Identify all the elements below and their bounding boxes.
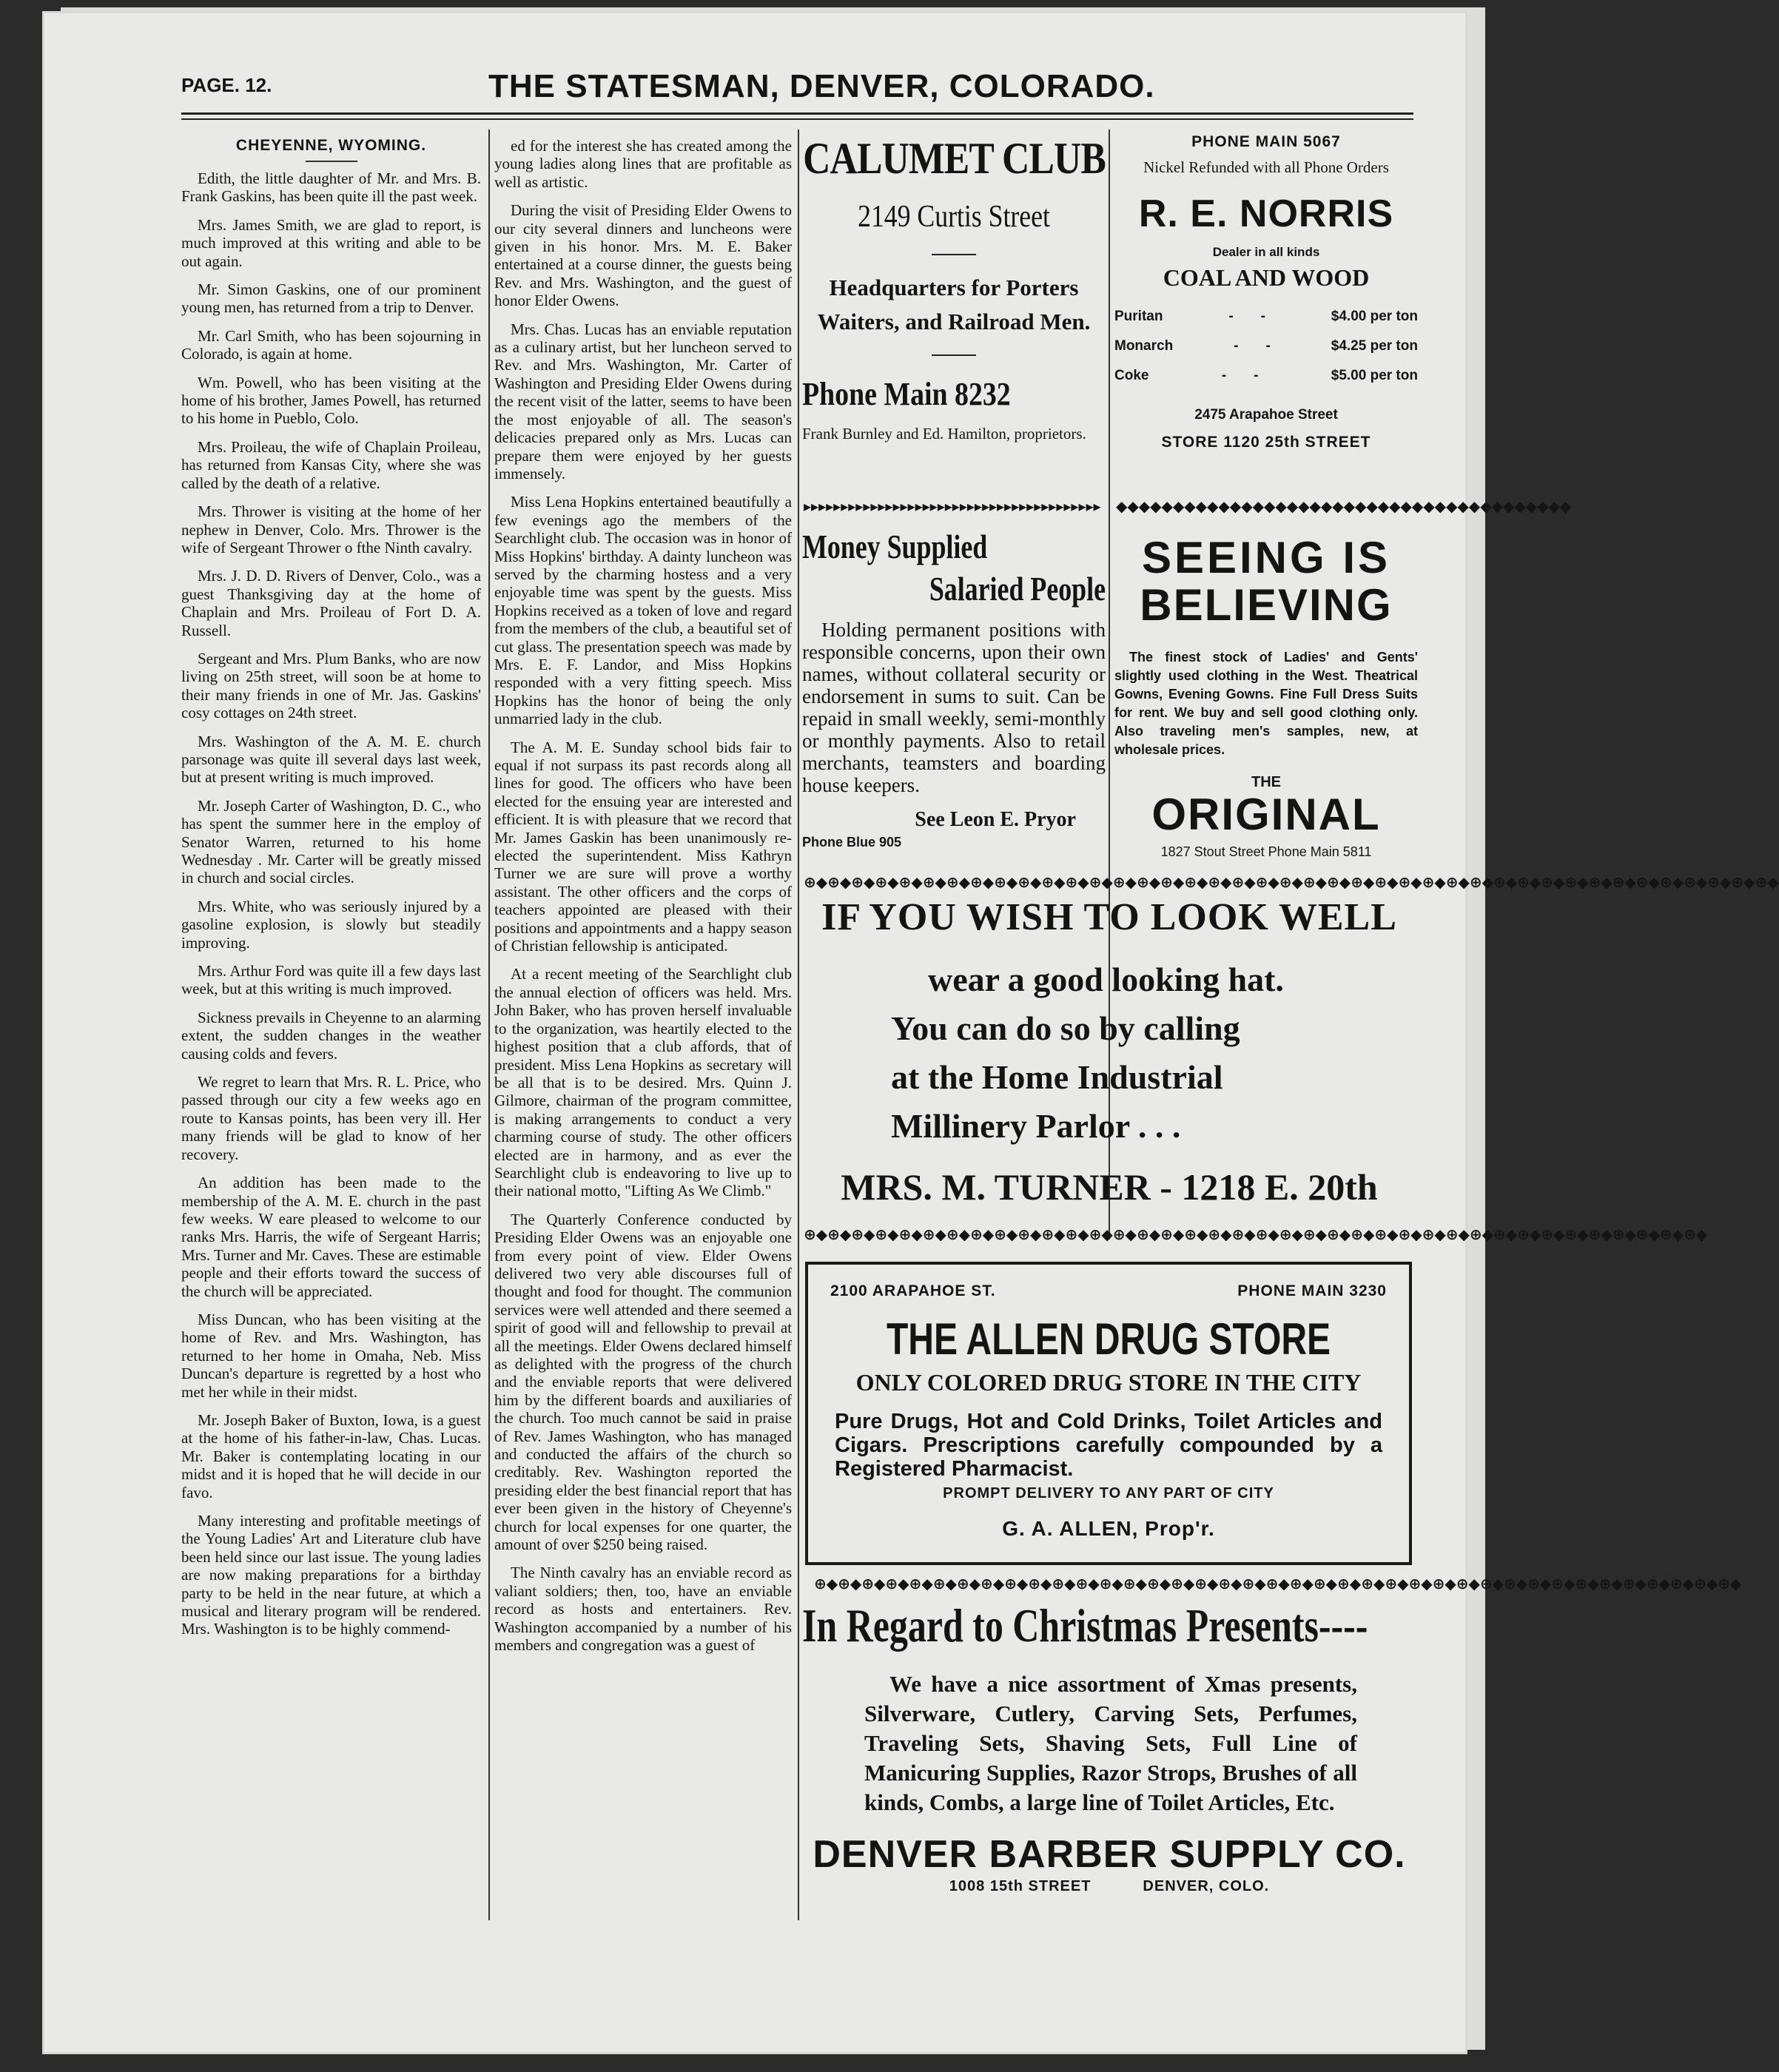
news-paragraph: Mr. Joseph Carter of Washington, D. C., who has spent the summer here in the employ of Senator Warren, returned to his home Wednesday . Mr. Carter will be greatly missed in church and social circles. <box>181 796 481 887</box>
news-paragraph: Mrs. Proileau, the wife of Chaplain Proileau, has returned from Kansas City, where she was called by the death of a relative. <box>181 437 481 492</box>
news-column-2 <box>494 137 792 1665</box>
news-column-1 <box>181 137 481 1649</box>
norris-price-item: Coke <box>1114 368 1149 383</box>
seeing-title-1: SEEING IS <box>1141 533 1391 582</box>
seeing-title-2: BELIEVING <box>1140 580 1393 630</box>
money-title-2: Salaried People <box>929 570 1106 608</box>
hat-line-4: Millinery Parlor . . . <box>891 1107 1181 1145</box>
news-paragraph: Mr. Joseph Baker of Buxton, Iowa, is a guest at the home of his father-in-law, Chas. Lucas. Mr. Baker is contemplating locating in our midst and it is hoped that he will decide in our favo. <box>181 1410 481 1501</box>
news-paragraph: We regret to learn that Mrs. R. L. Price, who passed through our city a few weeks ago en route to Kansas points, has been very ill. Her many friends will be glad to know of her recovery. <box>181 1073 481 1163</box>
norris-address: 2475 Arapahoe Street <box>1194 407 1338 423</box>
seeing-body: The finest stock of Ladies' and Gents' slightly used clothing in the West. Theatrical Gowns, Evening Gowns. Fine Full Dress Suits for rent. We buy and sell good clothing only. Also traveling men's samples, new, at wholesale prices. <box>1114 650 1418 757</box>
ad-calumet-club <box>802 133 1106 503</box>
column-1-paragraphs <box>181 169 481 1638</box>
barber-supply-city: DENVER, COLO. <box>1143 1878 1270 1894</box>
news-paragraph: Mr. Simon Gaskins, one of our prominent young men, has returned from a trip to Denver. <box>181 280 481 317</box>
barber-supply-name: DENVER BARBER SUPPLY CO. <box>813 1833 1406 1876</box>
barber-supply-street: 1008 15th STREET <box>949 1878 1092 1894</box>
ad-denver-barber-supply <box>802 1598 1416 1931</box>
norris-price-row <box>1114 302 1418 332</box>
hat-line-3: at the Home Industrial <box>891 1058 1223 1096</box>
news-paragraph: Mr. Carl Smith, who has been sojourning in Colorado, is again at home. <box>181 326 481 363</box>
calumet-tagline-2: Waiters, and Railroad Men. <box>817 309 1091 334</box>
norris-price-value: $4.25 per ton <box>1331 338 1418 354</box>
ornament-border-norris: ◆◆◆◆◆◆◆◆◆◆◆◆◆◆◆◆◆◆◆◆◆◆◆◆◆◆◆◆◆◆◆◆◆◆◆◆◆◆◆◆ <box>1116 497 1572 515</box>
ad-allen-drug-store <box>805 1262 1412 1565</box>
news-paragraph: Mrs. James Smith, we are glad to report, is much improved at this writing and able to be out again. <box>181 215 481 270</box>
norris-price-dashes: - - <box>1228 309 1265 324</box>
calumet-phone: Phone Main 8232 <box>802 376 1011 412</box>
column-divider-2 <box>798 130 799 1920</box>
drug-proprietor: G. A. ALLEN, Prop'r. <box>1002 1517 1215 1540</box>
christmas-body: We have a nice assortment of Xmas presents, Silverware, Cutlery, Carving Sets, Perfumes, Traveling Sets, Shaving Sets, Full Line of Manicuring Supplies, Razor Strops, Brushes of all kinds, Combs, a large line of Toilet Articles, Etc. <box>864 1671 1357 1815</box>
news-paragraph: During the visit of Presiding Elder Owens to our city several dinners and luncheons were given in his honor. Mrs. M. E. Baker entertained at a course dinner, the guests being Rev. and Mrs. Washington, and the guest of honor Elder Owens. <box>494 201 792 310</box>
header-rule-bottom <box>181 118 1413 120</box>
calumet-proprietors: Frank Burnley and Ed. Hamilton, proprietors. <box>802 425 1086 443</box>
page-number: PAGE. 12. <box>181 74 272 96</box>
news-paragraph: Mrs. White, who was seriously injured by a gasoline explosion, is slowly but steadily improving. <box>181 897 481 952</box>
news-paragraph: Mrs. Washington of the A. M. E. church parsonage was quite ill several days last week, but at present writing is much improved. <box>181 732 481 787</box>
calumet-name: CALUMET CLUB <box>803 134 1106 183</box>
norris-store: STORE 1120 25th STREET <box>1161 434 1371 451</box>
hat-line-1: wear a good looking hat. <box>928 961 1284 998</box>
calumet-tagline-1: Headquarters for Porters <box>829 275 1079 300</box>
norris-phone: PHONE MAIN 5067 <box>1191 133 1341 150</box>
news-paragraph: Mrs. Chas. Lucas has an enviable reputation as a culinary artist, but her luncheon served to Rev. and Mrs. Washington, Mr. Carter of Washington and Presiding Elder Owens during the recent visit of the latter, seems to have been the most enjoyable of all. The season's delicacies prepared only as Mrs. Lucas can prepare them were enjoyed by her guests immensely. <box>494 320 792 482</box>
heading-dash <box>306 161 357 162</box>
calumet-address: 2149 Curtis Street <box>858 200 1050 234</box>
christmas-title: In Regard to Christmas Presents---- <box>802 1599 1368 1652</box>
section-heading: CHEYENNE, WYOMING. <box>235 137 427 154</box>
drug-body: Pure Drugs, Hot and Cold Drinks, Toilet Articles and Cigars. Prescriptions carefully compounded by a Registered Pharmacist. <box>835 1410 1382 1481</box>
drug-address: 2100 ARAPAHOE ST. <box>830 1282 996 1299</box>
norris-nickel-note: Nickel Refunded with all Phone Orders <box>1143 158 1389 176</box>
news-paragraph: ed for the interest she has created among the young ladies along lines that are profitable as well as artistic. <box>494 137 792 191</box>
header-rule-top <box>181 112 1413 115</box>
news-paragraph: The Quarterly Conference conducted by Presiding Elder Owens was an enjoyable one from every point of view. Elder Owens delivered two very able discourses full of thought and food for thought. The communion services were well attended and there seemed a spirit of good will and fellowship to prevail at all the meetings. Elder Owens declared himself as delighted with the progress of the church and the enviable reports that were delivered him by the different boards and auxiliaries of the church. Too much cannot be said in praise of Rev. James Washington, who has managed and conducted the affairs of the church so creditably. Rev. Washington reported the presiding elder the best financial report that has ever been given in the history of Cheyenne's church for local expenses for one quarter, the amount of over $250 being raised. <box>494 1210 792 1554</box>
drug-contact-row <box>830 1282 1387 1300</box>
norris-price-item: Puritan <box>1114 309 1163 324</box>
drug-phone: PHONE MAIN 3230 <box>1237 1282 1387 1299</box>
barber-supply-address-row <box>802 1878 1416 1895</box>
norris-dealer: Dealer in all kinds <box>1212 245 1320 259</box>
news-paragraph: The A. M. E. Sunday school bids fair to equal if not surpass its past records along all lines for good. The officers who have been elected for the ensuing year are interested and efficient. It is with pleasure that we record that Mr. James Gaskin has been unanimously re-elected the superintendent. Miss Kathryn Turner we are sure will prove a worthy assistant. The other officers and the corps of teachers appointed are pleased with their positions and appointments and a happy season of Christian fellowship is anticipated. <box>494 738 792 955</box>
norris-price-list <box>1114 302 1418 391</box>
seeing-address: 1827 Stout Street Phone Main 5811 <box>1160 844 1372 859</box>
news-paragraph: Miss Duncan, who has been visiting at the home of Rev. and Mrs. Washington, has returned to her home in Omaha, Neb. Miss Duncan's departure is regretted by a host who met her while in their midst. <box>181 1310 481 1401</box>
news-paragraph: Edith, the little daughter of Mr. and Mrs. B. Frank Gaskins, has been quite ill the past week. <box>181 169 481 206</box>
drug-delivery: PROMPT DELIVERY TO ANY PART OF CITY <box>943 1485 1274 1501</box>
norris-price-value: $5.00 per ton <box>1331 368 1418 383</box>
news-paragraph: Miss Lena Hopkins entertained beautifully a few evenings ago the members of the Searchlight club. The occasion was in honor of Miss Hopkins' birthday. A dainty luncheon was served by the charming hostess and a very enjoyable time was spent by the guests. Miss Hopkins received as a token of love and regard from the members of the club, a beautiful set of cut glass. The presentation speech was made by Mrs. E. F. Landor, and Miss Hopkins responded with a very fitting speech. Miss Hopkins has the honor of being the only unmarried lady in the club. <box>494 493 792 728</box>
drug-store-name: THE ALLEN DRUG STORE <box>886 1314 1331 1364</box>
norris-price-row <box>1114 361 1418 391</box>
ornament-border-hat-bottom: ⊕◆⊕◆⊕◆⊕◆⊕◆⊕◆⊕◆⊕◆⊕◆⊕◆⊕◆⊕◆⊕◆⊕◆⊕◆⊕◆⊕◆⊕◆⊕◆⊕◆⊕◆⊕◆⊕◆⊕◆⊕◆⊕◆⊕◆⊕◆⊕◆⊕◆⊕◆⊕◆⊕◆⊕◆⊕◆⊕◆⊕◆⊕◆ <box>804 1225 1708 1243</box>
norris-price-dashes: - - <box>1221 368 1259 383</box>
ad-money-supplied <box>802 527 1106 852</box>
ornament-border-calumet: ▸▸▸▸▸▸▸▸▸▸▸▸▸▸▸▸▸▸▸▸▸▸▸▸▸▸▸▸▸▸▸▸▸▸▸▸▸▸▸▸ <box>804 497 1101 515</box>
masthead-title: THE STATESMAN, DENVER, COLORADO. <box>488 68 1155 104</box>
ad-millinery <box>802 895 1416 1221</box>
money-phone: Phone Blue 905 <box>802 835 902 850</box>
norris-product: COAL AND WOOD <box>1163 264 1370 291</box>
news-paragraph: The Ninth cavalry has an enviable record as valiant soldiers; then, too, have an enviable record as hosts and entertainers. Rev. Washington accompanied by a number of his members and congregation was a guest of <box>494 1564 792 1655</box>
ornament-border-christmas: ⊕◆⊕◆⊕◆⊕◆⊕◆⊕◆⊕◆⊕◆⊕◆⊕◆⊕◆⊕◆⊕◆⊕◆⊕◆⊕◆⊕◆⊕◆⊕◆⊕◆⊕◆⊕◆⊕◆⊕◆⊕◆⊕◆⊕◆⊕◆⊕◆⊕◆⊕◆⊕◆⊕◆⊕◆⊕◆⊕◆⊕◆⊕◆⊕◆ <box>814 1575 1742 1592</box>
norris-price-row <box>1114 332 1418 361</box>
norris-price-value: $4.00 per ton <box>1331 309 1418 324</box>
news-paragraph: Mrs. Arthur Ford was quite ill a few days last week, but at this writing is much improved. <box>181 962 481 998</box>
money-body: Holding permanent positions with responsible concerns, upon their own names, without collateral security or endorsement in sums to suit. Can be repaid in small weekly, semi-monthly or monthly payments. Also to retail merchants, teamsters and boarding house keepers. <box>802 619 1106 796</box>
seeing-the: THE <box>1251 774 1281 790</box>
norris-price-item: Monarch <box>1114 338 1174 354</box>
calumet-dash-2 <box>932 354 976 356</box>
money-title-1: Money Supplied <box>802 528 988 565</box>
news-paragraph: Wm. Powell, who has been visiting at the home of his brother, James Powell, has returned to his home in Pueblo, Colo. <box>181 373 481 428</box>
drug-subtitle: ONLY COLORED DRUG STORE IN THE CITY <box>855 1369 1362 1396</box>
ornament-border-hat-top: ⊕◆⊕◆⊕◆⊕◆⊕◆⊕◆⊕◆⊕◆⊕◆⊕◆⊕◆⊕◆⊕◆⊕◆⊕◆⊕◆⊕◆⊕◆⊕◆⊕◆⊕◆⊕◆⊕◆⊕◆⊕◆⊕◆⊕◆⊕◆⊕◆⊕◆⊕◆⊕◆⊕◆⊕◆⊕◆⊕◆⊕◆⊕◆⊕◆⊕◆⊕◆ <box>804 873 1779 891</box>
hat-line-2: You can do so by calling <box>891 1009 1240 1047</box>
news-paragraph: Sergeant and Mrs. Plum Banks, who are now living on 25th street, will soon be at home to their many friends in one of Mr. Jas. Gaskins' cosy cottages on 24th street. <box>181 649 481 722</box>
hat-title: IF YOU WISH TO LOOK WELL <box>821 896 1397 938</box>
news-paragraph: Mrs. Thrower is visiting at the home of her nephew in Denver, Colo. Mrs. Thrower is the wife of Sergeant Thrower o fthe Ninth cavalry. <box>181 502 481 556</box>
news-paragraph: Mrs. J. D. D. Rivers of Denver, Colo., was a guest Thanksgiving day at the home of Chaplain and Mrs. Proileau of Fort D. A. Russell. <box>181 567 481 639</box>
ad-seeing-believing <box>1114 534 1418 867</box>
news-paragraph: Sickness prevails in Cheyenne to an alarming extent, the sudden changes in the weather causing colds and fevers. <box>181 1008 481 1063</box>
money-contact: See Leon E. Pryor <box>915 808 1076 831</box>
norris-name: R. E. NORRIS <box>1138 192 1394 235</box>
column-2-paragraphs <box>494 137 792 1655</box>
news-paragraph: Many interesting and profitable meetings of the Young Ladies' Art and Literature club have been held since our last issue. The young ladies are now making preparations for a birthday party to be held in the near future, at which a musical and literary program will be rendered. Mrs. Washington is to be highly commend- <box>181 1512 481 1638</box>
ad-norris-coal <box>1114 133 1418 496</box>
seeing-name: ORIGINAL <box>1151 790 1381 839</box>
norris-price-dashes: - - <box>1234 338 1271 354</box>
hat-footer: MRS. M. TURNER - 1218 E. 20th <box>841 1166 1378 1208</box>
news-paragraph: An addition has been made to the membership of the A. M. E. church in the past few weeks. W eare pleased to welcome to our ranks Mrs. Harris, the wife of Sergeant Harris; Mrs. Turner and Mr. Caves. These are estimable people and their efforts toward the success of the church will be appreciated. <box>181 1174 481 1300</box>
column-divider-1 <box>488 130 490 1920</box>
news-paragraph: At a recent meeting of the Searchlight club the annual election of officers was held. Mrs. John Baker, who has proven herself invaluable to the organization, was heartily elected to the highest position that a club affords, that of president. Miss Lena Hopkins as secretary will be all that is to be desired. Mrs. Quinn J. Gilmore, chairman of the program committee, is making arrangements to conduct a very charming course of study. The other officers elected are in harmony, and as ever the Searchlight club is endeavoring to live up to their national motto, "Lifting As We Climb." <box>494 965 792 1200</box>
calumet-dash-1 <box>932 254 976 255</box>
